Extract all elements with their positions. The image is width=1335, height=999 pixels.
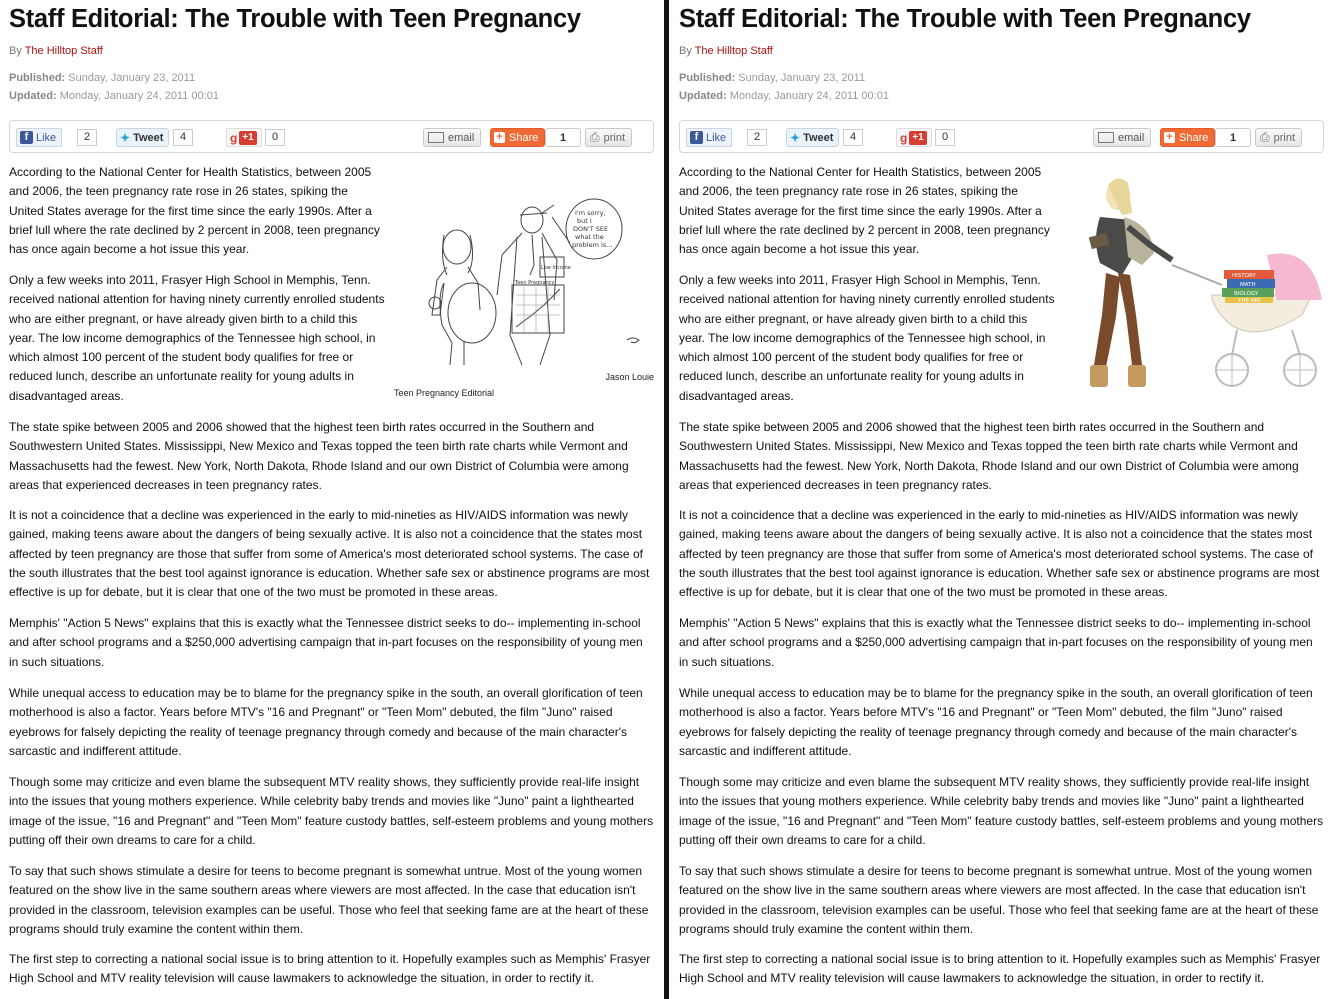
speech-line-1: I'm sorry, [575,209,606,217]
paragraph-5: Memphis' "Action 5 News" explains that this is exactly what the Tennessee district seeks to do-- implementing in-school and after school programs and a $250,000 advertising campaign that in-part focuses on the responsibility of young men in such situations. [9,616,643,669]
plus-one-label: +1 [909,131,926,145]
email-label: email [448,131,475,144]
sign-low-income: Low Income [541,265,571,271]
gplus-count-wrap [930,128,955,147]
like-count-wrap [742,128,767,147]
plus-one-label: +1 [239,131,256,145]
byline [679,45,773,57]
book-art: THE ART [1238,298,1262,304]
published-label: Published: [9,72,66,84]
stroller-illustration[interactable] [1062,165,1324,401]
gplus-count-wrap [260,128,285,147]
speech-line-4: what the [575,233,604,241]
paragraph-4: It is not a coincidence that a decline was experienced in the early to mid-nineties as HIV/AIDS information was newly gained, making teens aware about the dangers of being sexually active. It is also not a coincidence that the states most affected by teen pregnancy are those that suffer from some of America's most deteriorated school systems. The case of the south illustrates that the best tool against ignorance is education. Whether safe sex or abstinence programs are most effective is up for debate, but it is clear that one of the two must be promoted in these areas. [9,508,650,600]
share-count: 1 [1215,128,1251,147]
like-count-wrap [72,128,97,147]
book-biology: BIOLOGY [1234,291,1259,297]
print-button[interactable] [1255,128,1302,147]
updated-date: Monday, January 24, 2011 00:01 [59,89,219,102]
updated-date: Monday, January 24, 2011 00:01 [729,89,889,102]
panel-divider [664,0,669,999]
speech-line-3: DON'T SEE [573,225,609,233]
article-panel-left [0,0,654,999]
share-label: Share [509,131,539,144]
cartoon-image [392,165,654,370]
like-count: 2 [77,129,97,146]
paragraph-9: The first step to correcting a national social issue is to bring attention to it. Hopefully examples such as Memphis' Frasyer High School and MTV reality television will cause lawmakers to acknowledge the situation, in order to rectify it. [679,952,1321,986]
share-button[interactable] [490,128,545,147]
published-date: Sunday, January 23, 2011 [68,72,196,84]
share-plus-icon: + [494,132,505,143]
paragraph-7: Though some may criticize and even blame the subsequent MTV reality shows, they sufficiently provide real-life insight into the issues that young mothers experience. While celebrity baby trends and movies like "Juno" paint a lighthearted image of the issue, "16 and Pregnant" and "Teen Mom" feature custody battles, self-esteem problems and young mothers putting off their own dreams to care for a child. [679,775,1324,847]
byline [9,45,103,57]
gplus-count: 0 [265,129,285,146]
published-date: Sunday, January 23, 2011 [738,72,866,84]
author-link[interactable]: The Hilltop Staff [24,45,103,57]
updated-label: Updated: [9,89,57,102]
print-button[interactable] [585,128,632,147]
envelope-icon [1098,132,1114,143]
printer-icon: ⎙ [1260,130,1270,144]
envelope-icon [428,132,444,143]
share-button[interactable] [1160,128,1215,147]
share-bar [9,120,654,153]
twitter-bird-icon: ✦ [790,130,801,145]
paragraph-7: Though some may criticize and even blame the subsequent MTV reality shows, they sufficiently provide real-life insight into the issues that young mothers experience. While celebrity baby trends and movies like "Juno" paint a lighthearted image of the issue, "16 and Pregnant" and "Teen Mom" feature custody battles, self-esteem problems and young mothers putting off their own dreams to care for a child. [9,775,654,847]
paragraph-5: Memphis' "Action 5 News" explains that this is exactly what the Tennessee district seeks to do-- implementing in-school and after school programs and a $250,000 advertising campaign that in-part focuses on the responsibility of young men in such situations. [679,616,1313,669]
book-math: MATH [1240,282,1256,288]
paragraph-1: According to the National Center for Health Statistics, between 2005 and 2006, the teen pregnancy rate rose in 26 states, spiking the United States average for the first time since the early 1990s. After a brief lull where the rate declined by 2 percent in 2008, teen pregnancy has once again become a hot issue this year. [679,165,1050,257]
like-count: 2 [747,129,767,146]
paragraph-3: The state spike between 2005 and 2006 showed that the highest teen birth rates occurred in the Southern and Southwestern United States. Mississippi, New Mexico and Texas topped the teen birth rate charts while Vermont and Massachusetts had the fewest. New York, North Dakota, Rhode Island and our own District of Columbia were among areas that experienced decreases in teen pregnancy rates. [9,420,629,492]
paragraph-3: The state spike between 2005 and 2006 showed that the highest teen birth rates occurred in the Southern and Southwestern United States. Mississippi, New Mexico and Texas topped the teen birth rate charts while Vermont and Massachusetts had the fewest. New York, North Dakota, Rhode Island and our own District of Columbia were among areas that experienced decreases in teen pregnancy rates. [679,420,1299,492]
share-label: Share [1179,131,1209,144]
like-label: Like [706,131,727,144]
paragraph-1: According to the National Center for Health Statistics, between 2005 and 2006, the teen pregnancy rate rose in 26 states, spiking the United States average for the first time since the early 1990s. After a brief lull where the rate declined by 2 percent in 2008, teen pregnancy has once again become a hot issue this year. [9,165,380,257]
paragraph-8: To say that such shows stimulate a desire for teens to become pregnant is somewhat untrue. Most of the young women featured on the show live in the same southern areas where viewers are most affected. In the case that education isn't provided in the classroom, television examples can be useful. Those who feel that seeking fame are at the heart of these programs should truly examine the content within them. [679,864,1319,936]
share-count: 1 [545,128,581,147]
editorial-cartoon-figure[interactable] [392,165,654,401]
byline-prefix: By [9,45,22,57]
tweet-label: Tweet [133,131,164,144]
tweet-count: 4 [173,129,193,146]
article-panel-right [670,0,1324,999]
updated-label: Updated: [679,89,727,102]
twitter-bird-icon: ✦ [120,130,131,145]
tweet-button[interactable] [116,128,169,147]
tweet-count-wrap [168,128,193,147]
tweet-count: 4 [843,129,863,146]
teen-with-stroller-image [1062,165,1324,401]
article-title: Staff Editorial: The Trouble with Teen Pregnancy [9,5,581,33]
google-plus-icon: g [230,130,238,145]
book-history: HISTORY [1232,273,1256,279]
paragraph-9: The first step to correcting a national social issue is to bring attention to it. Hopefully examples such as Memphis' Frasyer High School and MTV reality television will cause lawmakers to acknowledge the situation, in order to rectify it. [9,952,651,986]
byline-prefix: By [679,45,692,57]
author-link[interactable]: The Hilltop Staff [694,45,773,57]
facebook-icon: f [690,131,703,144]
facebook-like-button[interactable] [686,128,732,147]
paragraph-2: Only a few weeks into 2011, Frasyer High School in Memphis, Tenn. received national attention for having ninety currently enrolled students who are either pregnant, or have already given birth to a child this year. The low income demographics of the Tennessee high school, in which almost 100 percent of the student body qualifies for free or reduced lunch, describe an unfortunate reality for young adults in disadvantaged areas. [9,273,385,403]
paragraph-2: Only a few weeks into 2011, Frasyer High School in Memphis, Tenn. received national attention for having ninety currently enrolled students who are either pregnant, or have already given birth to a child this year. The low income demographics of the Tennessee high school, in which almost 100 percent of the student body qualifies for free or reduced lunch, describe an unfortunate reality for young adults in disadvantaged areas. [679,273,1055,403]
speech-line-2: but I [577,217,592,225]
facebook-icon: f [20,131,33,144]
share-bar [679,120,1324,153]
image-caption: Teen Pregnancy Editorial [394,388,495,398]
email-label: email [1118,131,1145,144]
sign-teen-pregnancy: Teen Pregnancy [515,280,555,286]
gplus-count: 0 [935,129,955,146]
image-credit: Jason Louie [605,372,654,382]
paragraph-6: While unequal access to education may be to blame for the pregnancy spike in the south, an overall glorification of teen motherhood is also a factor. Years before MTV's "16 and Pregnant" or "Teen Mom" debuted, the film "Juno" raised eyebrows for falsely depicting the reality of teenage pregnancy through comedy and because of the main character's sarcastic and indifferent attitude. [679,686,1313,758]
tweet-label: Tweet [803,131,834,144]
facebook-like-button[interactable] [16,128,62,147]
tweet-count-wrap [838,128,863,147]
print-label: print [603,131,626,144]
paragraph-8: To say that such shows stimulate a desire for teens to become pregnant is somewhat untrue. Most of the young women featured on the show live in the same southern areas where viewers are most affected. In the case that education isn't provided in the classroom, television examples can be useful. Those who feel that seeking fame are at the heart of these programs should truly examine the content within them. [9,864,649,936]
printer-icon: ⎙ [590,130,600,144]
email-button[interactable] [423,128,481,147]
google-plus-button[interactable] [896,128,932,147]
publish-info [9,70,219,105]
paragraph-6: While unequal access to education may be to blame for the pregnancy spike in the south, an overall glorification of teen motherhood is also a factor. Years before MTV's "16 and Pregnant" or "Teen Mom" debuted, the film "Juno" raised eyebrows for falsely depicting the reality of teenage pregnancy through comedy and because of the main character's sarcastic and indifferent attitude. [9,686,643,758]
email-button[interactable] [1093,128,1151,147]
publish-info [679,70,889,105]
like-label: Like [36,131,57,144]
share-plus-icon: + [1164,132,1175,143]
speech-line-5: problem is... [572,241,613,249]
published-label: Published: [679,72,736,84]
google-plus-icon: g [900,130,908,145]
google-plus-button[interactable] [226,128,262,147]
paragraph-4: It is not a coincidence that a decline was experienced in the early to mid-nineties as HIV/AIDS information was newly gained, making teens aware about the dangers of being sexually active. It is also not a coincidence that the states most affected by teen pregnancy are those that suffer from some of America's most deteriorated school systems. The case of the south illustrates that the best tool against ignorance is education. Whether safe sex or abstinence programs are most effective is up for debate, but it is clear that one of the two must be promoted in these areas. [679,508,1320,600]
article-title: Staff Editorial: The Trouble with Teen Pregnancy [679,5,1251,33]
tweet-button[interactable] [786,128,839,147]
print-label: print [1273,131,1296,144]
